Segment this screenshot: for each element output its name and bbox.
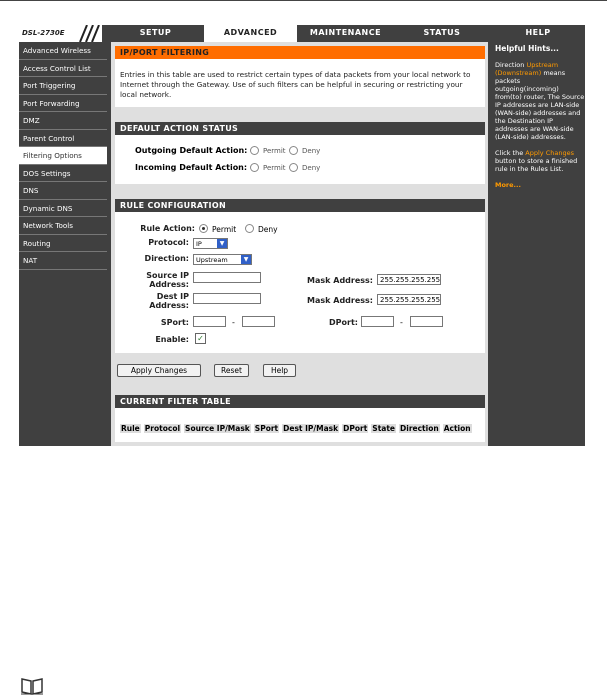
current-filter-table-title: CURRENT FILTER TABLE xyxy=(115,395,485,408)
sidebar xyxy=(19,42,107,270)
incoming-permit-radio[interactable] xyxy=(250,163,259,172)
sidebar-item-parent-control[interactable]: Parent Control xyxy=(19,130,107,148)
column-header: Protocol xyxy=(144,424,181,433)
outgoing-permit-radio[interactable] xyxy=(250,146,259,155)
incoming-deny-label: Deny xyxy=(302,164,321,172)
sport-label: SPort: xyxy=(160,318,189,327)
default-action-section xyxy=(115,122,485,184)
chevron-down-icon: ▼ xyxy=(241,255,251,264)
help-highlight-downstream: (Downstream) xyxy=(495,69,542,77)
help-text: button to store a finished rule in the Rules List. xyxy=(495,157,578,173)
help-panel xyxy=(491,42,585,446)
dport-start-input[interactable] xyxy=(361,316,394,327)
dport-end-input[interactable] xyxy=(410,316,443,327)
sport-end-input[interactable] xyxy=(242,316,275,327)
reset-button[interactable]: Reset xyxy=(214,364,249,377)
page-top-rule xyxy=(0,0,607,1)
source-ip-label-line1: Source IP xyxy=(146,271,189,280)
help-highlight-upstream: Upstream xyxy=(526,61,559,69)
ipport-description: Entries in this table are used to restrict certain types of data packets from your local network to Internet through the Gateway. Use of such filters can be helpful in securing or restricting your local network. xyxy=(120,70,471,99)
dest-mask-input[interactable]: 255.255.255.255 xyxy=(377,294,441,305)
column-header: Action xyxy=(443,424,471,433)
help-button[interactable]: Help xyxy=(263,364,296,377)
default-action-title: DEFAULT ACTION STATUS xyxy=(115,122,485,135)
help-text: Click the xyxy=(495,149,526,157)
sport-start-input[interactable] xyxy=(193,316,226,327)
source-ip-label xyxy=(115,271,189,289)
help-paragraph-direction xyxy=(491,61,585,141)
dest-ip-input[interactable] xyxy=(193,293,261,304)
enable-checkbox[interactable]: ✓ xyxy=(195,333,206,344)
incoming-permit-label: Permit xyxy=(263,164,286,172)
model-label: DSL-2730E xyxy=(22,29,65,37)
source-mask-input[interactable]: 255.255.255.255 xyxy=(377,274,441,285)
sport-range-dash: - xyxy=(232,318,235,327)
sidebar-item-access-control-list[interactable]: Access Control List xyxy=(19,60,107,78)
column-header: Source IP/Mask xyxy=(185,424,250,433)
incoming-deny-radio[interactable] xyxy=(289,163,298,172)
rule-action-label: Rule Action: xyxy=(140,224,195,233)
dport-range-dash: - xyxy=(400,318,403,327)
apply-changes-button[interactable]: Apply Changes xyxy=(117,364,201,377)
dest-mask-label: Mask Address: xyxy=(307,296,373,305)
column-header: State xyxy=(372,424,396,433)
sidebar-item-network-tools[interactable]: Network Tools xyxy=(19,217,107,235)
tab-setup[interactable]: SETUP xyxy=(108,25,203,40)
filter-table-header-row xyxy=(120,424,472,433)
help-paragraph-apply xyxy=(491,149,585,173)
direction-select[interactable] xyxy=(193,254,252,265)
column-header: Dest IP/Mask xyxy=(283,424,339,433)
source-ip-input[interactable] xyxy=(193,272,261,283)
brand-logo xyxy=(19,25,102,42)
current-filter-table-section xyxy=(115,395,485,442)
outgoing-label: Outgoing Default Action: xyxy=(135,146,248,155)
rule-config-section xyxy=(115,199,485,353)
column-header: DPort xyxy=(343,424,368,433)
help-more-link[interactable]: More... xyxy=(495,181,521,189)
rule-config-title: RULE CONFIGURATION xyxy=(115,199,485,212)
column-header: SPort xyxy=(254,424,279,433)
dport-label: DPort: xyxy=(329,318,358,327)
rule-deny-label: Deny xyxy=(258,225,278,234)
protocol-select[interactable] xyxy=(193,238,228,249)
outgoing-deny-label: Deny xyxy=(302,147,321,155)
protocol-label: Protocol: xyxy=(148,238,189,247)
book-icon xyxy=(20,676,44,696)
sidebar-item-dos-settings[interactable]: DOS Settings xyxy=(19,165,107,183)
column-header: Direction xyxy=(400,424,439,433)
sidebar-item-dns[interactable]: DNS xyxy=(19,182,107,200)
dest-ip-label-line2: Address: xyxy=(149,301,189,310)
chevron-down-icon: ▼ xyxy=(217,239,227,248)
dest-ip-label-line1: Dest IP xyxy=(156,292,189,301)
tab-status[interactable]: STATUS xyxy=(394,25,490,40)
slash-decoration-icon xyxy=(76,25,102,42)
direction-label: Direction: xyxy=(144,254,189,263)
sidebar-item-filtering-options[interactable]: Filtering Options xyxy=(19,147,107,165)
sidebar-item-port-triggering[interactable]: Port Triggering xyxy=(19,77,107,95)
source-mask-label: Mask Address: xyxy=(307,276,373,285)
source-ip-label-line2: Address: xyxy=(149,280,189,289)
incoming-label: Incoming Default Action: xyxy=(135,163,248,172)
tab-help[interactable]: HELP xyxy=(491,25,585,40)
direction-value: Upstream xyxy=(196,256,228,264)
tab-maintenance[interactable]: MAINTENANCE xyxy=(298,25,393,40)
sidebar-item-advanced-wireless[interactable]: Advanced Wireless xyxy=(19,42,107,60)
help-title: Helpful Hints... xyxy=(495,44,559,53)
ipport-section xyxy=(115,46,485,107)
column-header: Rule xyxy=(121,424,140,433)
help-text: Direction xyxy=(495,61,527,69)
main-content xyxy=(111,42,488,446)
sidebar-item-port-forwarding[interactable]: Port Forwarding xyxy=(19,95,107,113)
help-text: means packets outgoing(incoming) from(to) router, The Source IP addresses are LAN-side (WAN-side) addresses and the Destination IP addresses are WAN-side (LAN-side) addresses. xyxy=(495,69,585,141)
sidebar-item-routing[interactable]: Routing xyxy=(19,235,107,253)
rule-deny-radio[interactable] xyxy=(245,224,254,233)
outgoing-deny-radio[interactable] xyxy=(289,146,298,155)
sidebar-item-nat[interactable]: NAT xyxy=(19,252,107,270)
dest-ip-label xyxy=(115,292,189,310)
enable-label: Enable: xyxy=(155,335,189,344)
sidebar-item-dmz[interactable]: DMZ xyxy=(19,112,107,130)
sidebar-item-dynamic-dns[interactable]: Dynamic DNS xyxy=(19,200,107,218)
ipport-title: IP/PORT FILTERING xyxy=(115,46,485,59)
outgoing-permit-label: Permit xyxy=(263,147,286,155)
tab-advanced[interactable]: ADVANCED xyxy=(204,25,297,42)
protocol-value: IP xyxy=(196,240,202,248)
rule-permit-radio[interactable] xyxy=(199,224,208,233)
rule-permit-label: Permit xyxy=(212,225,237,234)
help-highlight-apply: Apply Changes xyxy=(525,149,574,157)
